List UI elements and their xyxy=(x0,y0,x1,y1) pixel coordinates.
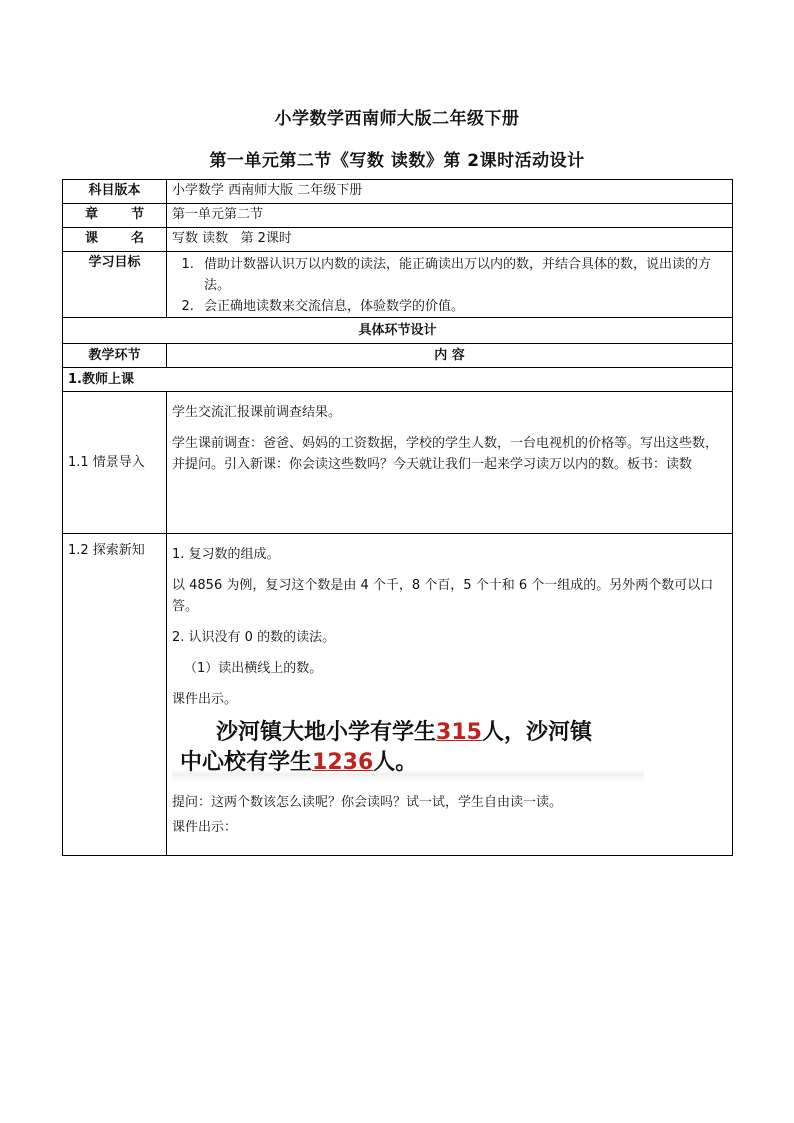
slide-line-2 xyxy=(180,752,417,773)
subject-label: 科目版本 xyxy=(63,180,167,204)
goal-item-2: 2. 会正确地读数来交流信息，体验数学的价值。 xyxy=(198,296,727,317)
goals-cell xyxy=(167,252,733,318)
table-row-goals xyxy=(63,252,733,318)
sub1-content xyxy=(167,392,733,534)
sub2-paragraph-3: 2. 认识没有 0 的数的读法。 xyxy=(172,630,336,645)
goals-list xyxy=(172,254,727,317)
sub1-paragraph-2: 学生课前调查：爸爸、妈妈的工资数据，学校的学生人数，一台电视机的价格等。写出这些数，并提问。引入新课：你会读这些数吗？今天就让我们一起来学习读万以内的数。板书：读数 xyxy=(172,436,719,472)
slide-text-1b: 人，沙河镇 xyxy=(481,720,592,745)
table-row-sub-1 xyxy=(63,392,733,534)
slide-text-2a: 中心校有学生 xyxy=(180,750,313,775)
sub2-paragraph-7: 课件出示： xyxy=(172,820,238,835)
chapter-label: 章 节 xyxy=(63,204,167,228)
design-header: 具体环节设计 xyxy=(63,318,733,344)
table-row-lesson xyxy=(63,228,733,252)
sub2-paragraph-1: 1. 复习数的组成。 xyxy=(172,547,280,562)
slide-number-1236: 1236 xyxy=(312,750,374,775)
table-row-subject xyxy=(63,180,733,204)
sub2-paragraph-6: 提问：这两个数该怎么读呢？你会读吗？试一试，学生自由读一读。 xyxy=(172,795,563,810)
slide-text-2b: 人。 xyxy=(373,750,418,775)
table-row-chapter xyxy=(63,204,733,228)
document-title: 小学数学西南师大版二年级下册 xyxy=(274,109,520,129)
lesson-value: 写数 读数 第 2课时 xyxy=(167,228,733,252)
table-row-design-header xyxy=(63,318,733,344)
subject-value: 小学数学 西南师大版 二年级下册 xyxy=(167,180,733,204)
sub2-label: 1.2 探索新知 xyxy=(63,534,167,856)
lesson-design-table xyxy=(62,179,733,856)
sub1-paragraph-1: 学生交流汇报课前调查结果。 xyxy=(172,405,342,420)
slide-line-1 xyxy=(216,722,592,743)
goals-label: 学习目标 xyxy=(63,252,167,318)
sub2-paragraph-2: 以 4856 为例，复习这个数是由 4 个千，8 个百，5 个十和 6 个一组成的。另外两个数可以口答。 xyxy=(172,578,714,614)
sub1-label: 1.1 情景导入 xyxy=(63,392,167,534)
slide-number-315: 315 xyxy=(436,720,482,745)
sub2-paragraph-4: （1）读出横线上的数。 xyxy=(184,661,323,676)
goal-item-1: 1. 借助计数器认识万以内数的读法，能正确读出万以内的数，并结合具体的数，说出读的方法。 xyxy=(198,254,727,296)
section-title: 1.教师上课 xyxy=(63,368,733,392)
column-header-step: 教学环节 xyxy=(63,344,167,368)
table-row-column-headers xyxy=(63,344,733,368)
sub2-content xyxy=(167,534,733,856)
document-subtitle: 第一单元第二节《写数 读数》第 2课时活动设计 xyxy=(209,151,585,171)
slide-text-1a: 沙河镇大地小学有学生 xyxy=(216,720,437,745)
sub2-paragraph-5: 课件出示。 xyxy=(172,692,238,707)
chapter-value: 第一单元第二节 xyxy=(167,204,733,228)
courseware-slide-image xyxy=(172,718,644,782)
table-row-sub-2 xyxy=(63,534,733,856)
lesson-label: 课 名 xyxy=(63,228,167,252)
column-header-content: 内 容 xyxy=(167,344,733,368)
table-row-section-1 xyxy=(63,368,733,392)
